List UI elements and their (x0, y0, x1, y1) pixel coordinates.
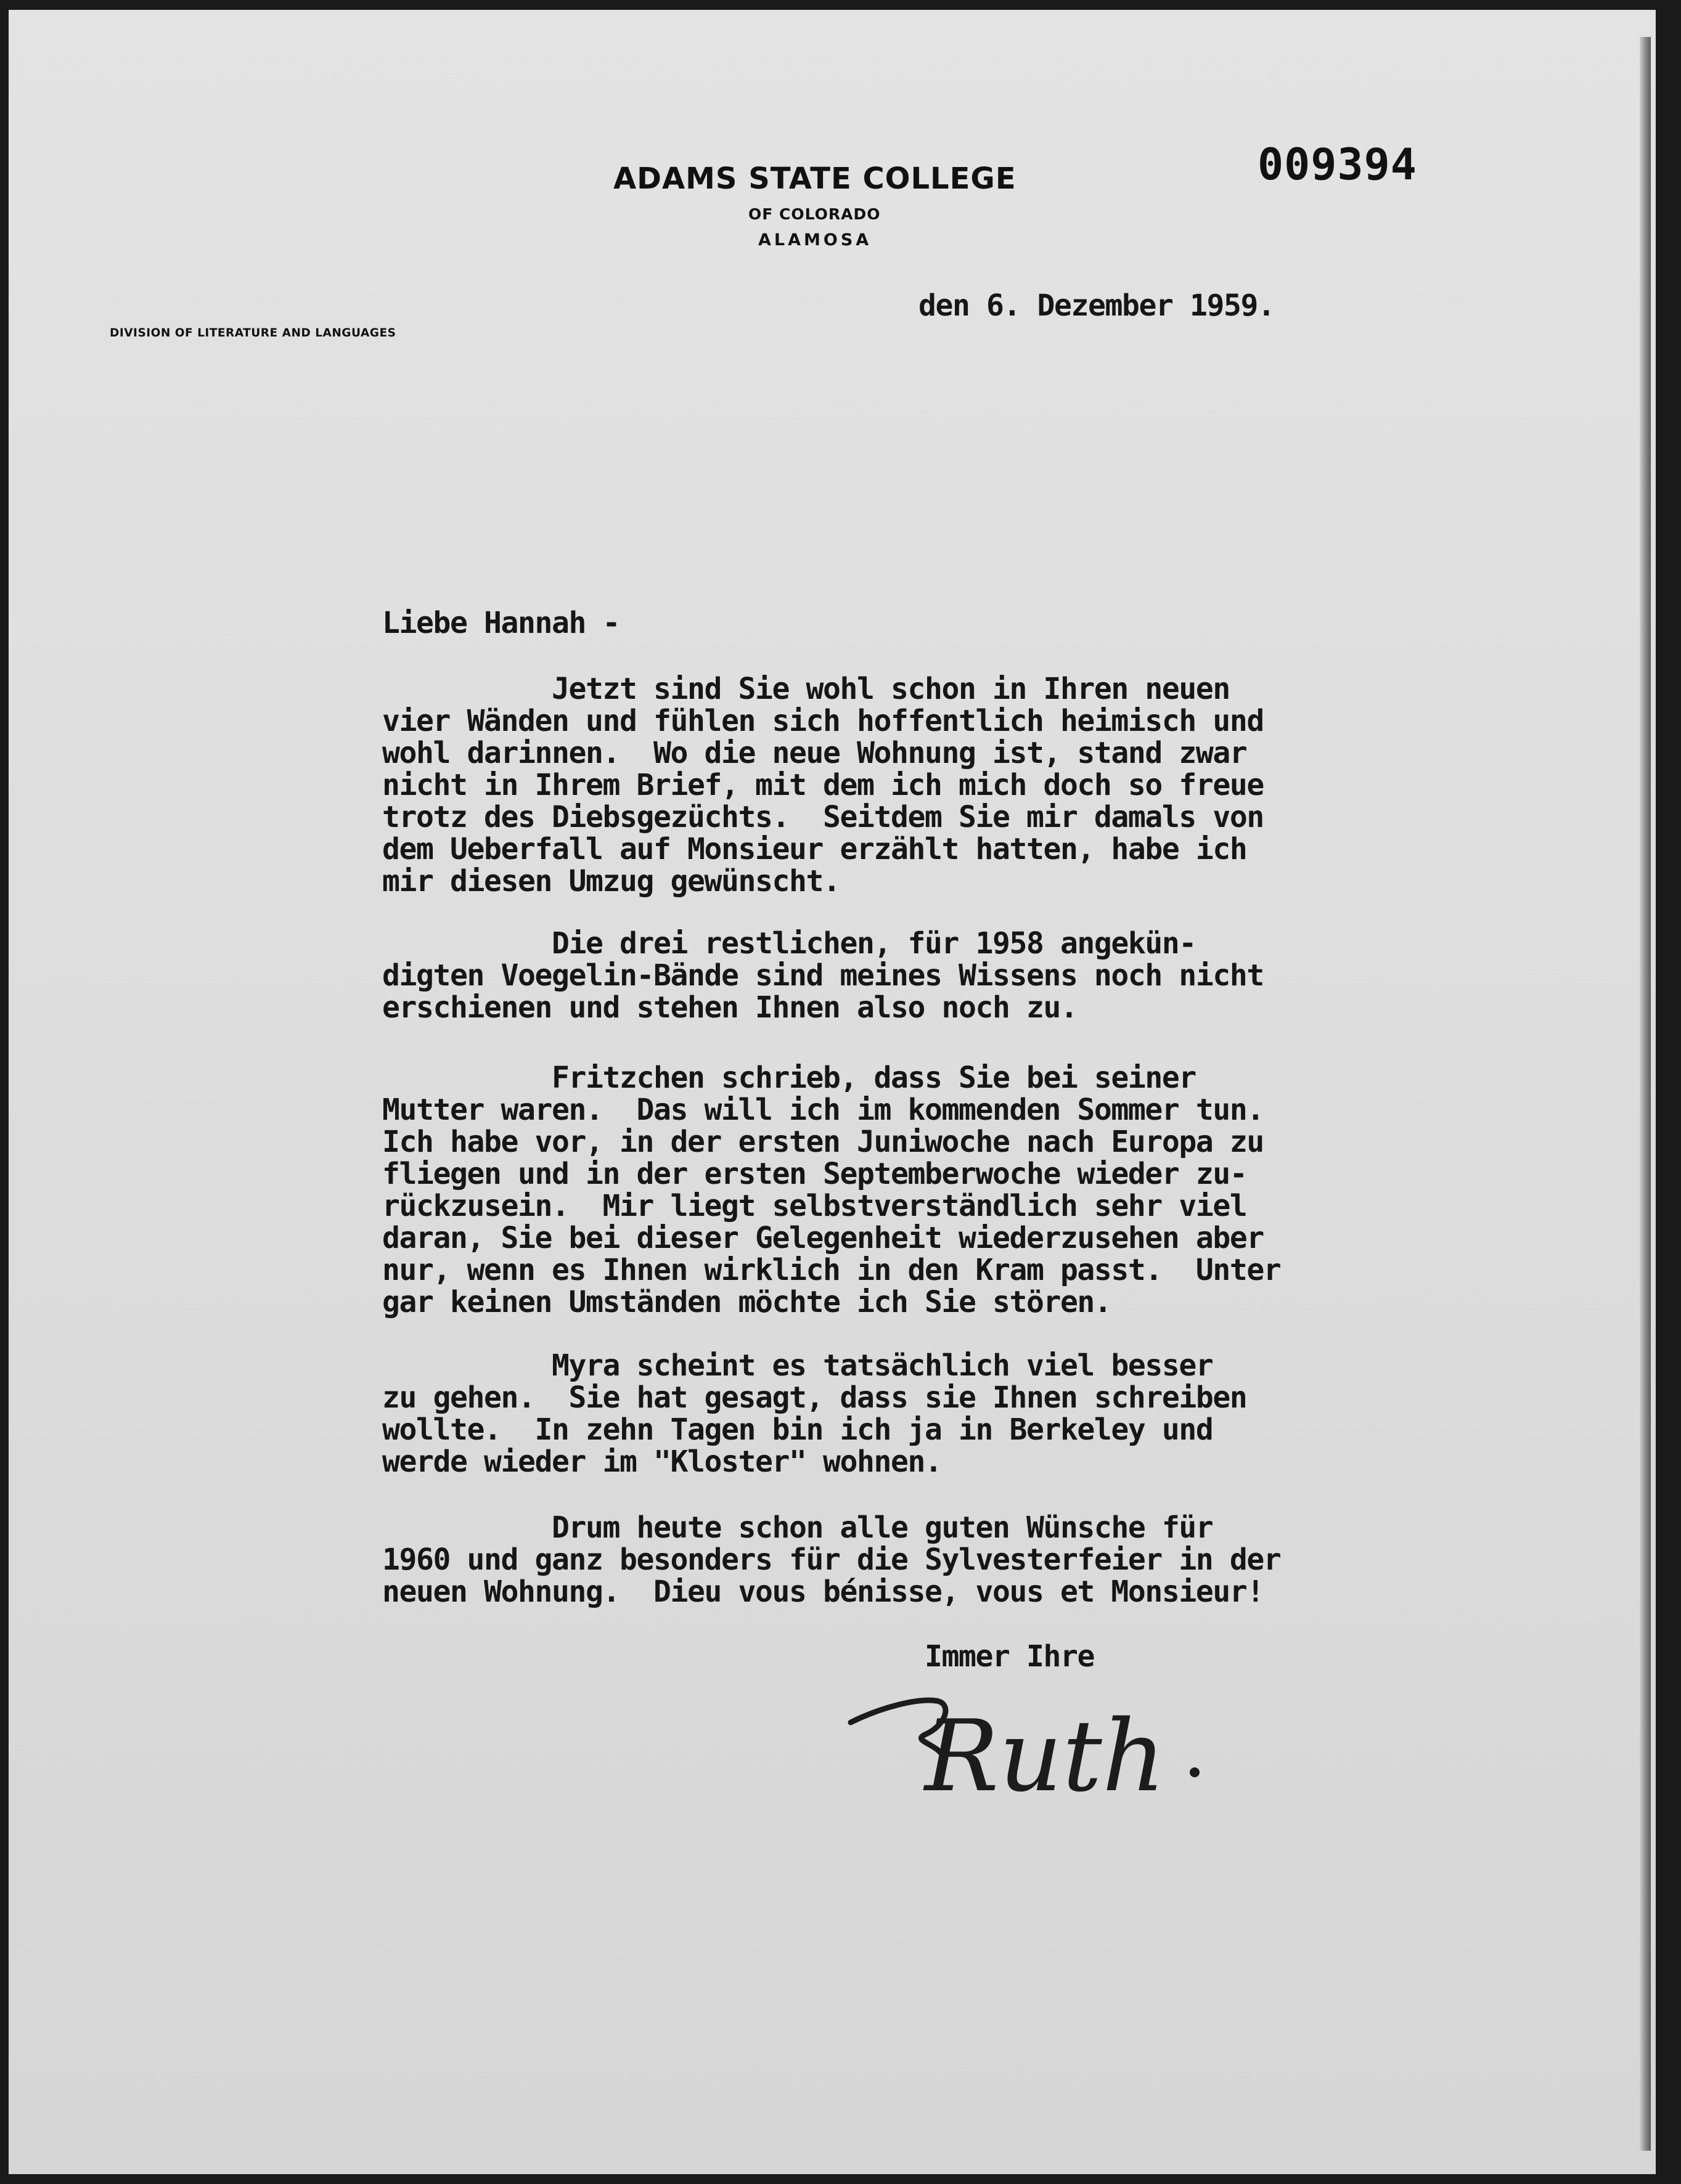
body-paragraph: Jetzt sind Sie wohl schon in Ihren neuen vier Wänden und fühlen sich hoffentlich heimisch und wohl darinnen. Wo die neue Wohnung ist, stand zwar nicht in Ihrem Brief, mit dem ich mich doch so freue trotz des Diebsgezüchts. Seitdem Sie mir damals von dem Ueberfall auf Monsieur erzählt hatten, habe ich mir diesen Umzug gewünscht. (382, 672, 1264, 898)
letter-date: den 6. Dezember 1959. (918, 288, 1275, 323)
body-paragraph: Fritzchen schrieb, dass Sie bei seiner Mutter waren. Das will ich im kommenden Sommer tun. Ich habe vor, in der ersten Juniwoche nach Europa zu fliegen und in der ersten Septemberwoche wieder zu- rückzusein. Mir liegt selbstverständlich sehr viel daran, Sie bei dieser Gelegenheit wiederzusehen aber nur, wenn es Ihnen wirklich in den Kram passt. Unter gar keinen Umständen möchte ich Sie stören. (382, 1061, 1281, 1319)
closing: Immer Ihre (925, 1639, 1094, 1674)
body-paragraph: Drum heute schon alle guten Wünsche für 1960 und ganz besonders für die Sylvesterfeier in der neuen Wohnung. Dieu vous bénisse, vous et Monsieur! (382, 1510, 1281, 1609)
letterhead-city: ALAMOSA (758, 230, 872, 250)
letterhead-college-name: ADAMS STATE COLLEGE (613, 161, 1016, 196)
signature-period (1190, 1767, 1200, 1777)
salutation: Liebe Hannah - (382, 606, 620, 640)
handwritten-signature (845, 1676, 1221, 1812)
letterhead-division: DIVISION OF LITERATURE AND LANGUAGES (110, 327, 396, 340)
sheet-edge-shadow (1640, 37, 1651, 2151)
document-number-stamp: 009394 (1258, 139, 1417, 190)
signature-text: Ruth (925, 1698, 1166, 1812)
letterhead-state: OF COLORADO (748, 205, 881, 223)
body-paragraph: Myra scheint es tatsächlich viel besser zu gehen. Sie hat gesagt, dass sie Ihnen schreiben wollte. In zehn Tagen bin ich ja in Berkeley und werde wieder im "Kloster" wohnen. (382, 1348, 1247, 1479)
body-paragraph: Die drei restlichen, für 1958 angekün- digten Voegelin-Bände sind meines Wissens noch nicht erschienen und stehen Ihnen also noch zu. (382, 926, 1264, 1025)
